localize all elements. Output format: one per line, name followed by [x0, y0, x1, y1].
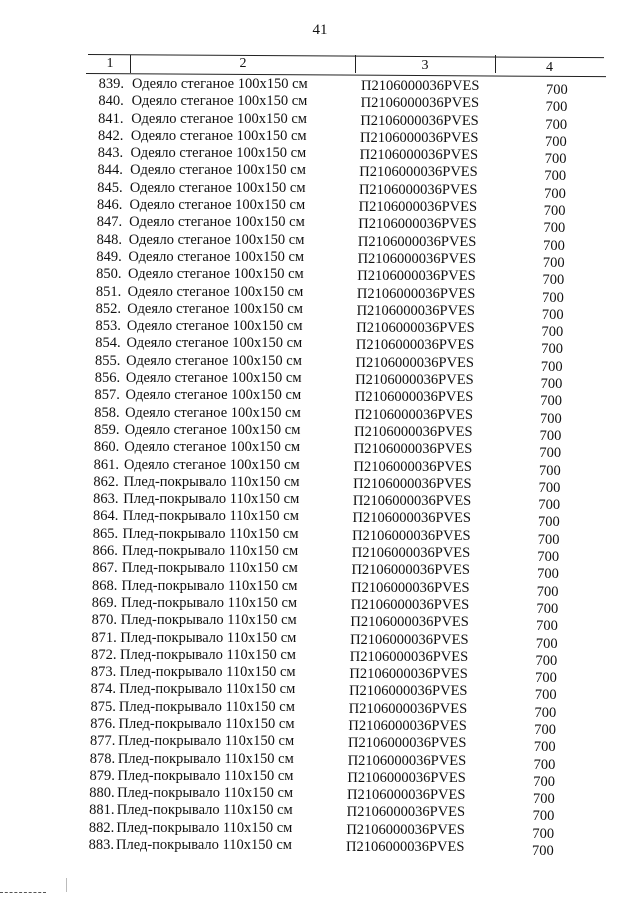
column-header-1: 1	[106, 56, 114, 71]
header-divider-1	[130, 55, 131, 73]
row-number: 850.	[96, 266, 122, 283]
item-code: П2106000036PVES	[349, 666, 468, 683]
table-row	[0, 110, 640, 133]
item-code: П2106000036PVES	[360, 112, 479, 129]
item-name: Плед-покрывало 110x150 см	[123, 473, 300, 490]
row-number: 858.	[94, 404, 120, 421]
item-code: П2106000036PVES	[351, 545, 471, 562]
item-quantity: 700	[543, 237, 565, 254]
item-name: Одеяло стеганое 100x150 см	[126, 318, 303, 335]
table-row	[0, 646, 640, 669]
header-divider-3	[495, 55, 496, 73]
header-divider-2	[355, 55, 356, 73]
item-name: Одеяло стеганое 100x150 см	[130, 162, 306, 179]
item-name: Плед-покрывало 110x150 см	[118, 733, 295, 750]
item-code: П2106000036PVES	[353, 441, 473, 458]
item-name: Плед-покрывало 110x150 см	[119, 664, 296, 681]
item-name: Одеяло стеганое 100x150 см	[126, 335, 303, 352]
item-code: П2106000036PVES	[355, 337, 475, 354]
item-quantity: 700	[544, 168, 567, 185]
item-name: Плед-покрывало 110x150 см	[120, 612, 297, 629]
item-code: П2106000036PVES	[349, 648, 469, 665]
item-quantity: 700	[534, 721, 556, 738]
item-quantity: 700	[533, 773, 556, 790]
table-row	[0, 370, 640, 393]
item-code: П2106000036PVES	[352, 493, 472, 510]
row-number: 859.	[94, 421, 120, 438]
item-name: Одеяло стеганое 100x150 см	[127, 283, 304, 300]
item-quantity: 700	[542, 289, 564, 306]
table-row	[0, 335, 640, 358]
column-header-2: 2	[239, 56, 247, 71]
table-row	[0, 76, 640, 98]
table-row	[0, 162, 640, 185]
table-row	[0, 214, 640, 237]
table-row	[0, 145, 640, 168]
table-row	[0, 404, 640, 427]
item-name: Плед-покрывало 110x150 см	[122, 508, 299, 525]
row-number: 868.	[92, 577, 118, 594]
item-code: П2106000036PVES	[356, 285, 476, 302]
item-code: П2106000036PVES	[351, 579, 470, 596]
item-code: П2106000036PVES	[359, 129, 479, 146]
table-row	[0, 93, 640, 116]
row-number: 864.	[92, 508, 119, 525]
row-number: 855.	[94, 352, 121, 369]
table-row	[0, 318, 640, 341]
item-name: Плед-покрывало 110x150 см	[120, 646, 296, 663]
item-name: Одеяло стеганое 100x150 см	[124, 421, 301, 438]
item-code: П2106000036PVES	[352, 527, 471, 544]
item-name: Одеяло стеганое 100x150 см	[130, 145, 307, 162]
table-row	[0, 543, 640, 566]
row-number: 860.	[93, 439, 120, 456]
item-code: П2106000036PVES	[347, 787, 466, 804]
item-name: Плед-покрывало 110x150 см	[121, 577, 298, 594]
item-quantity: 700	[532, 808, 555, 825]
table-row	[0, 491, 640, 514]
row-number: 845.	[97, 179, 123, 196]
table-row	[0, 508, 640, 531]
item-quantity: 700	[540, 358, 563, 375]
item-name: Одеяло стеганое 100x150 см	[128, 266, 304, 283]
item-quantity: 700	[541, 341, 563, 358]
table-row	[0, 352, 640, 375]
item-code: П2106000036PVES	[357, 250, 477, 267]
item-name: Одеяло стеганое 100x150 см	[130, 127, 307, 144]
item-name: Одеяло стеганое 100x150 см	[132, 76, 308, 92]
row-number: 848.	[96, 231, 122, 248]
item-quantity: 700	[544, 185, 566, 202]
row-number: 854.	[95, 335, 121, 352]
item-name: Плед-покрывало 110x150 см	[121, 560, 298, 577]
item-code: П2106000036PVES	[361, 78, 480, 94]
row-number: 878.	[89, 750, 116, 767]
item-name: Одеяло стеганое 100x150 см	[128, 248, 305, 265]
row-number: 876.	[90, 715, 116, 732]
item-quantity: 700	[545, 116, 568, 133]
row-number: 840.	[98, 93, 124, 110]
footer-tick-mark	[66, 878, 67, 892]
item-name: Одеяло стеганое 100x150 см	[128, 231, 305, 248]
table-row	[0, 612, 640, 635]
table-row	[0, 439, 640, 462]
item-code: П2106000036PVES	[355, 354, 474, 371]
row-number: 871.	[91, 629, 117, 646]
item-name: Плед-покрывало 110x150 см	[122, 543, 299, 560]
table-row	[0, 767, 640, 790]
item-quantity: 700	[536, 583, 559, 600]
row-number: 862.	[93, 473, 119, 490]
row-number: 870.	[91, 612, 117, 629]
table-row	[0, 300, 640, 323]
item-quantity: 700	[534, 704, 557, 721]
row-number: 856.	[94, 370, 121, 387]
item-name: Плед-покрывало 110x150 см	[117, 750, 294, 767]
item-quantity: 700	[539, 410, 562, 427]
row-number: 841.	[98, 110, 124, 127]
item-quantity: 700	[533, 739, 556, 756]
row-number: 842.	[97, 127, 124, 144]
item-code: П2106000036PVES	[352, 510, 471, 527]
item-code: П2106000036PVES	[354, 406, 473, 423]
item-quantity: 700	[533, 756, 556, 773]
row-number: 875.	[90, 698, 116, 715]
item-name: Плед-покрывало 110x150 см	[123, 491, 300, 508]
item-name: Одеяло стеганое 100x150 см	[125, 370, 302, 387]
item-code: П2106000036PVES	[354, 423, 473, 440]
item-code: П2106000036PVES	[347, 769, 466, 786]
item-quantity: 700	[538, 479, 561, 496]
table-row	[0, 594, 640, 617]
table-row	[0, 560, 640, 583]
column-header-3: 3	[421, 58, 429, 73]
item-code: П2106000036PVES	[348, 717, 467, 734]
item-quantity: 700	[545, 133, 567, 150]
row-number: 843.	[97, 145, 124, 162]
item-quantity: 700	[540, 376, 563, 393]
footer-dashed-mark	[0, 892, 46, 894]
item-code: П2106000036PVES	[346, 821, 465, 838]
row-number: 877.	[89, 733, 116, 750]
item-quantity: 700	[538, 497, 561, 514]
row-number: 847.	[96, 214, 123, 231]
item-code: П2106000036PVES	[350, 614, 469, 631]
item-code: П2106000036PVES	[357, 233, 477, 250]
item-name: Плед-покрывало 110x150 см	[116, 837, 292, 854]
item-name: Одеяло стеганое 100x150 см	[125, 387, 302, 404]
item-quantity: 700	[539, 462, 561, 479]
table-row	[0, 733, 640, 756]
table-row	[0, 750, 640, 773]
item-name: Одеяло стеганое 100x150 см	[127, 300, 303, 317]
item-name: Плед-покрывало 110x150 см	[119, 681, 296, 698]
column-header-4: 4	[546, 60, 553, 75]
item-name: Одеяло стеганое 100x150 см	[124, 439, 301, 456]
table-row	[0, 127, 640, 150]
item-quantity: 700	[539, 427, 562, 444]
table-row	[0, 681, 640, 704]
table-row	[0, 231, 640, 254]
row-number: 861.	[93, 456, 119, 473]
item-code: П2106000036PVES	[353, 475, 472, 492]
item-quantity: 700	[535, 635, 558, 652]
item-code: П2106000036PVES	[358, 216, 477, 233]
table-row	[0, 785, 640, 808]
item-quantity: 700	[537, 531, 560, 548]
item-code: П2106000036PVES	[346, 804, 466, 821]
table-row	[0, 819, 640, 842]
item-quantity: 700	[534, 687, 557, 704]
item-name: Одеяло стеганое 100x150 см	[126, 352, 302, 369]
row-number: 869.	[91, 594, 118, 611]
row-number: 873.	[90, 664, 117, 681]
row-number: 863.	[93, 491, 119, 508]
item-name: Одеяло стеганое 100x150 см	[129, 179, 306, 196]
row-number: 846.	[97, 197, 123, 214]
table-row	[0, 197, 640, 220]
table-row	[0, 456, 640, 479]
item-code: П2106000036PVES	[355, 372, 474, 389]
item-quantity: 700	[540, 393, 563, 410]
item-quantity: 700	[535, 670, 557, 687]
table-row	[0, 715, 640, 738]
page-number: 41	[312, 22, 328, 38]
table-row	[0, 698, 640, 721]
item-code: П2106000036PVES	[350, 596, 470, 613]
item-code: П2106000036PVES	[348, 700, 468, 717]
row-number: 874.	[90, 681, 117, 698]
item-quantity: 700	[537, 549, 560, 566]
row-number: 867.	[92, 560, 118, 577]
item-name: Одеяло стеганое 100x150 см	[131, 93, 308, 110]
item-quantity: 700	[536, 618, 558, 635]
item-name: Плед-покрывало 110x150 см	[116, 802, 293, 819]
item-quantity: 700	[536, 600, 559, 617]
item-quantity: 700	[532, 791, 555, 808]
table-row	[0, 577, 640, 600]
item-quantity: 700	[544, 151, 567, 168]
table-row	[0, 283, 640, 306]
item-name: Плед-покрывало 110x150 см	[118, 715, 295, 732]
item-code: П2106000036PVES	[360, 95, 480, 112]
table-row	[0, 473, 640, 496]
item-code: П2106000036PVES	[359, 147, 479, 164]
item-code: П2106000036PVES	[354, 389, 474, 406]
item-quantity: 700	[542, 272, 565, 289]
row-number: 880.	[89, 785, 115, 802]
item-quantity: 700	[541, 324, 564, 341]
item-quantity: 700	[538, 514, 560, 531]
item-code: П2106000036PVES	[353, 458, 472, 475]
item-quantity: 700	[543, 220, 566, 237]
table-row	[0, 266, 640, 289]
item-name: Плед-покрывало 110x150 см	[116, 819, 293, 836]
item-quantity: 700	[545, 99, 568, 116]
item-name: Плед-покрывало 110x150 см	[122, 525, 299, 542]
row-number: 883.	[88, 837, 114, 854]
item-quantity: 700	[537, 566, 559, 583]
item-code: П2106000036PVES	[348, 735, 467, 752]
item-code: П2106000036PVES	[356, 302, 475, 319]
item-code: П2106000036PVES	[347, 752, 467, 769]
row-number: 853.	[95, 318, 121, 335]
item-code: П2106000036PVES	[346, 839, 465, 856]
item-code: П2106000036PVES	[356, 320, 475, 337]
row-number: 852.	[95, 300, 122, 317]
item-quantity: 700	[546, 82, 568, 98]
item-quantity: 700	[542, 254, 565, 271]
table-row	[0, 802, 640, 825]
item-name: Плед-покрывало 110x150 см	[120, 629, 297, 646]
row-number: 865.	[92, 525, 119, 542]
item-name: Одеяло стеганое 100x150 см	[125, 404, 301, 421]
item-code: П2106000036PVES	[357, 268, 476, 285]
item-code: П2106000036PVES	[349, 683, 468, 700]
row-number: 849.	[96, 248, 122, 265]
item-name: Одеяло стеганое 100x150 см	[124, 456, 300, 473]
item-name: Плед-покрывало 110x150 см	[117, 785, 294, 802]
item-code: П2106000036PVES	[350, 631, 469, 648]
item-name: Плед-покрывало 110x150 см	[117, 767, 294, 784]
table-row	[0, 629, 640, 652]
item-quantity: 700	[539, 445, 562, 462]
row-number: 857.	[94, 387, 120, 404]
row-number: 844.	[97, 162, 123, 179]
item-code: П2106000036PVES	[358, 199, 478, 216]
table-row	[0, 421, 640, 444]
item-quantity: 700	[532, 825, 555, 842]
table-body	[0, 76, 640, 860]
item-name: Одеяло стеганое 100x150 см	[131, 110, 307, 127]
item-name: Плед-покрывало 110x150 см	[118, 698, 295, 715]
item-name: Одеяло стеганое 100x150 см	[129, 197, 306, 214]
row-number: 839.	[98, 76, 124, 92]
table-row	[0, 387, 640, 410]
row-number: 881.	[89, 802, 115, 819]
row-number: 879.	[89, 767, 115, 784]
item-quantity: 700	[543, 203, 566, 220]
item-quantity: 700	[541, 306, 564, 323]
item-code: П2106000036PVES	[359, 164, 478, 181]
table-row	[0, 525, 640, 548]
row-number: 866.	[92, 543, 118, 560]
item-code: П2106000036PVES	[358, 181, 478, 198]
item-quantity: 700	[535, 652, 558, 669]
item-code: П2106000036PVES	[351, 562, 470, 579]
row-number: 882.	[88, 819, 115, 836]
row-number: 851.	[95, 283, 122, 300]
item-name: Плед-покрывало 110x150 см	[121, 594, 298, 611]
item-quantity: 700	[532, 843, 554, 860]
table-row	[0, 248, 640, 271]
table-row	[0, 664, 640, 687]
row-number: 872.	[91, 646, 117, 663]
table-row	[0, 179, 640, 202]
table-row	[0, 837, 640, 860]
item-name: Одеяло стеганое 100x150 см	[129, 214, 305, 231]
